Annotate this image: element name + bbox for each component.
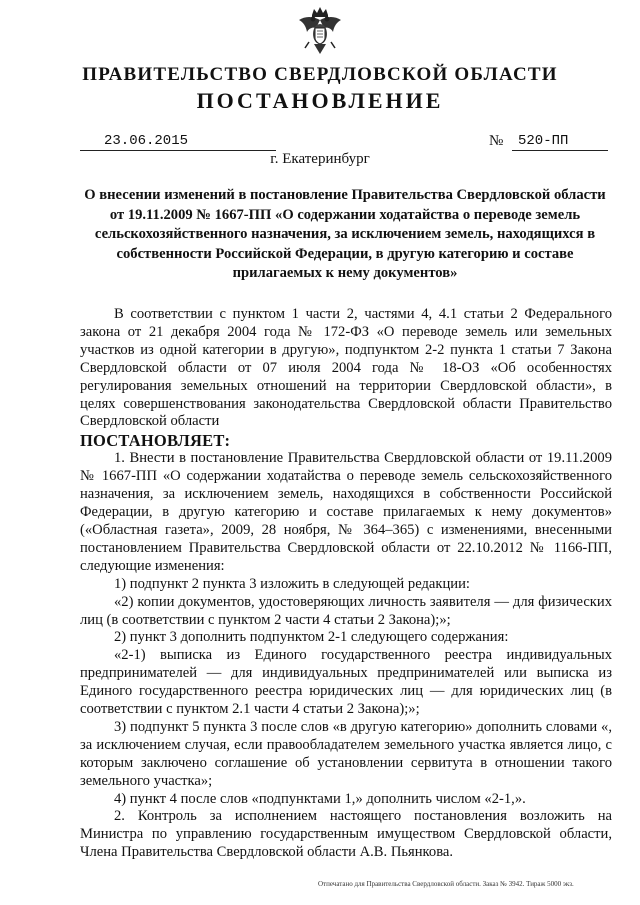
paragraph-1: 1. Внести в постановление Правительства Свердловской области от 19.11.2009 № 1667-ПП «О содержании ходатайства о переводе земель сельскохозяйственного назначения, за исключением земель, находящихся в собственности Российской Федерации, в другую категорию и составе прилагаемых к нему документов» («Областная газета», 2009, 28 ноября, № 364–365) с изменениями, внесенными постановлением Правительства Свердловской области от 22.10.2012 № 1166-ПП, следующие изменения:: [80, 450, 612, 574]
subparagraph-4: 4) пункт 4 после слов «подпунктами 1,» дополнить числом «2-1,».: [114, 790, 526, 807]
subparagraph-1: 1) подпункт 2 пункта 3 изложить в следующей редакции:: [114, 575, 470, 592]
preamble: В соответствии с пунктом 1 части 2, частями 4, 4.1 статьи 2 Федерального закона от 21 декабря 2004 года № 172-ФЗ «О переводе земель или земельных участков из одной категории в другую», подпунктом 2-2 пункта 1 статьи 7 Закона Свердловской области от 07 июля 2004 года № 18-ОЗ «Об особенностях регулирования земельных отношений на территории Свердловской области», в целях совершенствования законодательства Свердловской области Правительство Свердловской области: [80, 306, 612, 430]
document-title: О внесении изменений в постановление Правительства Свердловской области от 19.11.2009 № 1667-ПП «О содержании ходатайства о переводе земель сельскохозяйственного назначения, за исключением земель, находящихся в собственности Российской Федерации, в другую категорию и составе прилагаемых к нему документов»: [84, 187, 606, 282]
coat-of-arms-icon: [297, 6, 343, 58]
print-footer: Отпечатано для Правительства Свердловской области. Заказ № 3942. Тираж 5000 экз.: [318, 880, 574, 888]
city: г. Екатеринбург: [270, 151, 370, 167]
document-date: 23.06.2015: [80, 133, 276, 151]
subparagraph-2-text: «2-1) выписка из Единого государственного реестра индивидуальных предпринимателей — для индивидуальных предпринимателей или выписка из Единого государственного реестра юридических лиц — для юридических лиц (в соответствии с пунктом 2.1 части 4 статьи 2 Закона);»;: [80, 647, 612, 718]
paragraph-2: 2. Контроль за исполнением настоящего постановления возложить на Министра по управлению государственным имуществом Свердловской области, Члена Правительства Свердловской области А.В. Пьянкова.: [80, 808, 612, 861]
document-body: [80, 306, 612, 862]
document-number: 520-ПП: [512, 133, 608, 151]
number-sign: №: [489, 133, 504, 149]
subparagraph-1-text: «2) копии документов, удостоверяющих личность заявителя — для физических лиц (в соответствии с пунктом 2 части 4 статьи 2 Закона);»;: [80, 593, 612, 628]
decree-heading: ПОСТАНОВЛЯЕТ:: [80, 431, 231, 451]
subparagraph-3: 3) подпункт 5 пункта 3 после слов «в другую категорию» дополнить словами «, за исключением случая, если правообладателем земельного участка является лицо, с которым заключено соглашение об установлении сервитута в отношении такого земельного участка»;: [80, 718, 612, 789]
subparagraph-2: 2) пункт 3 дополнить подпунктом 2-1 следующего содержания:: [114, 629, 509, 646]
document-type: ПОСТАНОВЛЕНИЕ: [196, 88, 444, 113]
government-name: ПРАВИТЕЛЬСТВО СВЕРДЛОВСКОЙ ОБЛАСТИ: [82, 64, 558, 85]
